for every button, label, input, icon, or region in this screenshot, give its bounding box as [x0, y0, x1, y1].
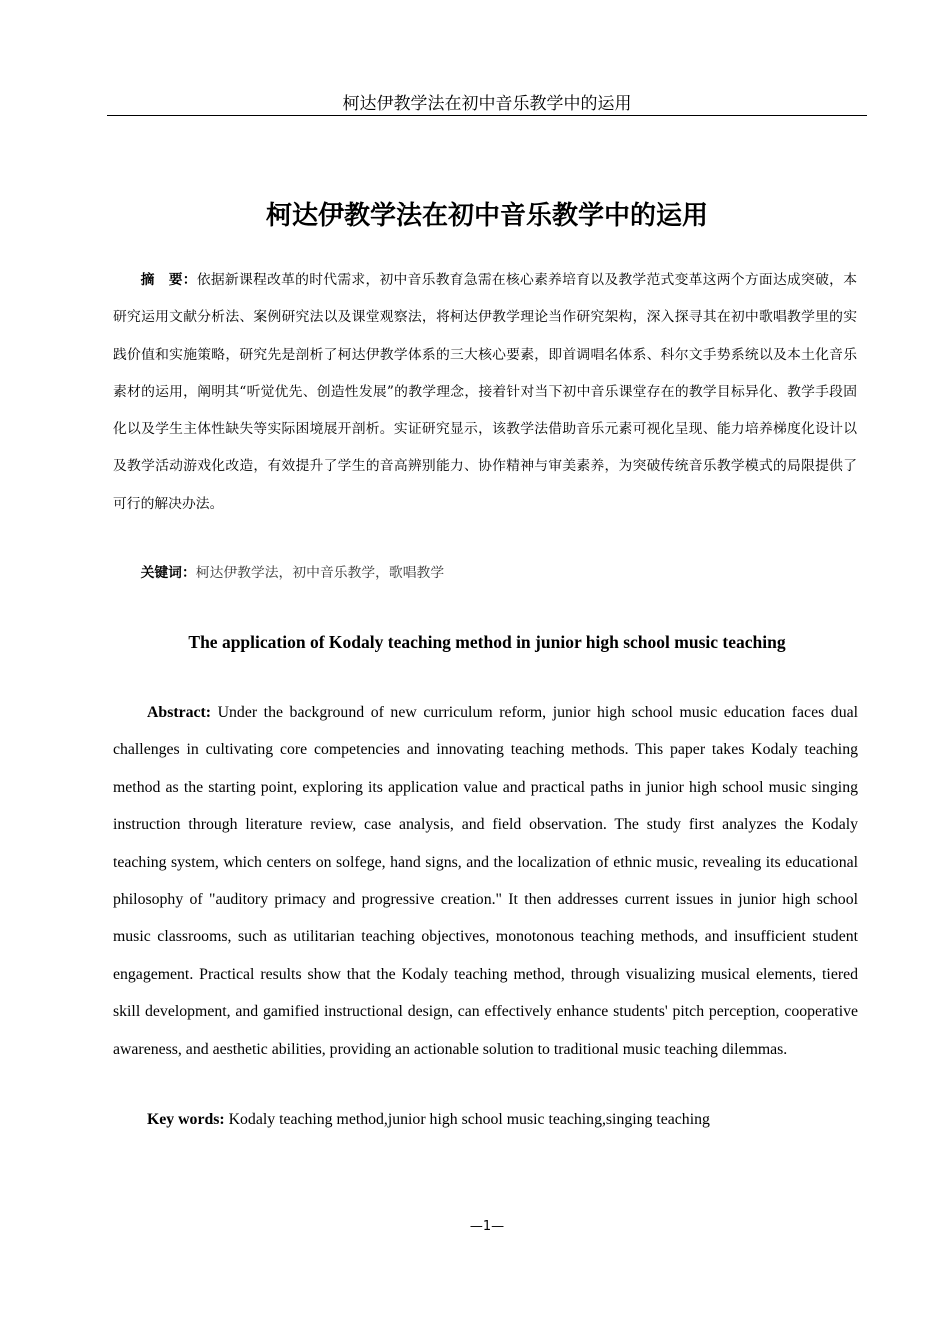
page-number: —1—: [469, 1219, 505, 1234]
chinese-keywords: [113, 560, 857, 586]
english-keywords: [113, 1107, 858, 1133]
chinese-keywords-text: 柯达伊教学法，初中音乐教学，歌唱教学: [195, 565, 445, 581]
english-keywords-text: Kodaly teaching method,junior high school music teaching,singing teaching: [224, 1111, 710, 1128]
chinese-keywords-label: 关键词：: [140, 565, 196, 581]
chinese-abstract-label: 摘 要：: [140, 272, 197, 288]
header-divider: [107, 115, 867, 116]
english-abstract-label: Abstract:: [147, 704, 212, 721]
chinese-title: 柯达伊教学法在初中音乐教学中的运用: [265, 201, 708, 231]
chinese-abstract: [113, 262, 857, 523]
english-title: The application of Kodaly teaching method in junior high school music teaching: [188, 632, 786, 652]
chinese-abstract-text: 依据新课程改革的时代需求，初中音乐教育急需在核心素养培育以及教学范式变革这两个方面达成突破，本研究运用文献分析法、案例研究法以及课堂观察法，将柯达伊教学理论当作研究架构，深入探寻其在初中歌唱教学里的实践价值和实施策略，研究先是剖析了柯达伊教学体系的三大核心要素，即首调唱名体系、科尔文手势系统以及本土化音乐素材的运用，阐明其“听觉优先、创造性发展”的教学理念，接着针对当下初中音乐课堂存在的教学目标异化、教学手段固化以及学生主体性缺失等实际困境展开剖析。实证研究显示，该教学法借助音乐元素可视化呈现、能力培养梯度化设计以及教学活动游戏化改造，有效提升了学生的音高辨别能力、协作精神与审美素养，为突破传统音乐教学模式的局限提供了可行的解决办法。: [113, 272, 858, 512]
english-abstract: [113, 694, 858, 1068]
english-abstract-text: Under the background of new curriculum reform, junior high school music education faces dual challenges in cultivating core competencies and innovating teaching methods. This paper takes Kodaly teaching method as the starting point, exploring its application value and practical paths in junior high school music singing instruction through literature review, case analysis, and field observation. The study first analyzes the Kodaly teaching system, which centers on solfege, hand signs, and the localization of ethnic music, revealing its educational philosophy of "auditory primacy and progressive creation." It then addresses current issues in junior high school music classrooms, such as utilitarian teaching objectives, monotonous teaching methods, and insufficient student engagement. Practical results show that the Kodaly teaching method, through visualizing musical elements, tiered skill development, and gamified instructional design, can effectively enhance students' pitch perception, cooperative awareness, and aesthetic abilities, providing an actionable solution to traditional music teaching dilemmas.: [113, 704, 858, 1058]
running-header: 柯达伊教学法在初中音乐教学中的运用: [342, 94, 632, 114]
english-keywords-label: Key words:: [147, 1111, 225, 1128]
